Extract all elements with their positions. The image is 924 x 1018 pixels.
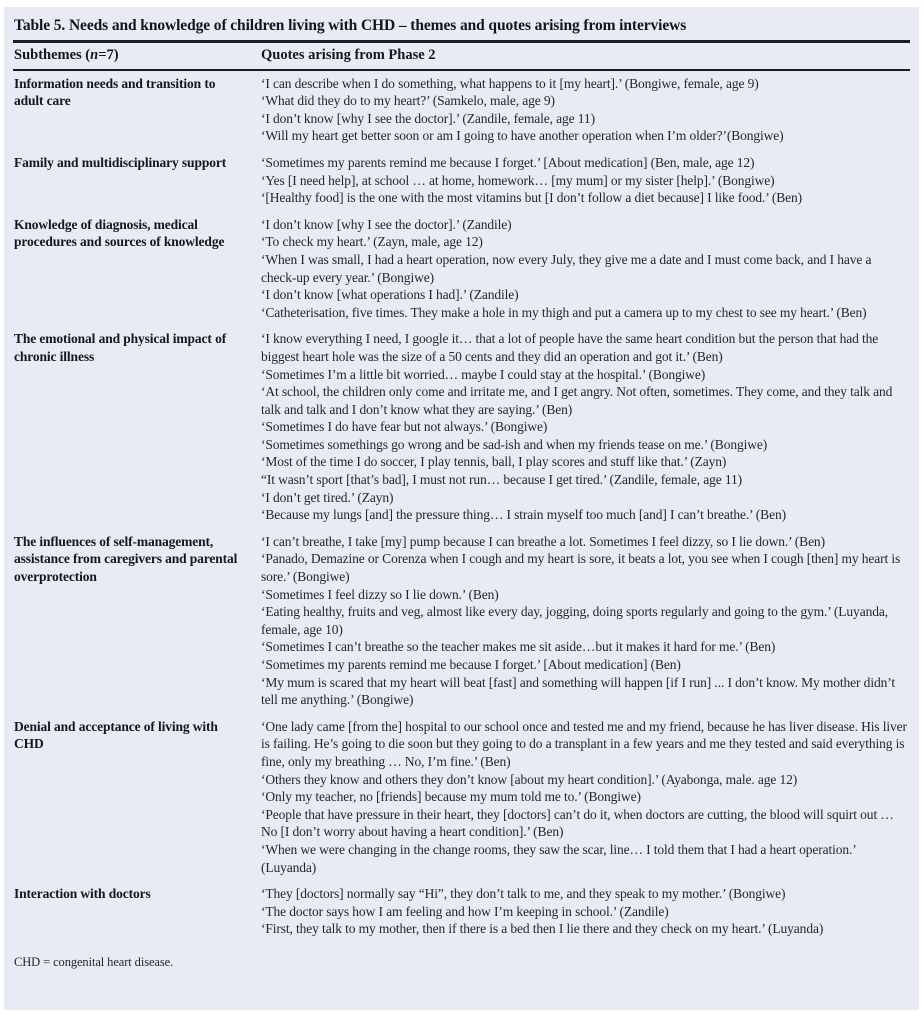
quote: ‘Sometimes somethings go wrong and be sad-ish and when my friends tease on me.’ (Bongiwe) [261, 436, 768, 452]
quote: ‘Sometimes my parents remind me because I forget.’ [About medication] (Ben, male, age 12) [261, 154, 755, 170]
quote: ‘What did they do to my heart?’ (Samkelo, male, age 9) [261, 93, 555, 109]
quotes-cell [261, 154, 909, 207]
subtheme-cell: Family and multidisciplinary support [14, 154, 227, 170]
subtheme-cell: Knowledge of diagnosis, medical procedures and sources of knowledge [14, 216, 225, 250]
table-row [11, 881, 912, 943]
quote: ‘Sometimes my parents remind me because I forget.’ [About medication] (Ben) [261, 657, 681, 672]
table-row [11, 212, 912, 327]
table-row [11, 326, 912, 529]
quote: ‘Because my lungs [and] the pressure thing… I strain myself too much [and] I can’t breathe.’ (Ben) [261, 507, 786, 523]
table-header-row [11, 43, 912, 69]
quotes-cell [261, 885, 909, 938]
quote: ‘I don’t know [why I see the doctor].’ (Zandile, female, age 11) [261, 110, 595, 126]
quote: “It wasn’t sport [that’s bad], I must not run… because I get tired.’ (Zandile, female, age 11) [261, 472, 743, 488]
subthemes-header-prefix: Subthemes ( [14, 47, 91, 63]
table-row [11, 71, 912, 150]
quote: ‘Yes [I need help], at school … at home, homework… [my mum] or my sister [help].’ (Bongiwe) [261, 172, 775, 188]
quote: ‘When we were changing in the change rooms, they saw the scar, line… I told them that I had a heart operation.’ (Luyanda) [261, 841, 856, 875]
table-title: Table 5. Needs and knowledge of children living with CHD – themes and quotes arising from interviews [14, 17, 687, 34]
subtheme-cell: Information needs and transition to adult care [14, 75, 216, 109]
quote: ‘[Healthy food] is the one with the most vitamins but [I don’t follow a diet because] I like food.’ (Ben) [261, 190, 803, 206]
subtheme-cell: The emotional and physical impact of chronic illness [14, 331, 227, 364]
quote: ‘Only my teacher, no [friends] because my mum told me to.’ (Bongiwe) [261, 789, 641, 805]
quote: ‘One lady came [from the] hospital to our school once and tested me and my friend, because he has liver disease. His liver is failing. He’s going to die soon but they going to do a transplant in a few years and me they tested and said everything is fine, only my breathing … No, I’m fine.’ (Ben) [261, 718, 907, 769]
quote: ‘Catheterisation, five times. They make a hole in my thigh and put a camera up to my chest to see my heart.’ (Ben) [261, 304, 867, 320]
quote: ‘Most of the time I do soccer, I play tennis, ball, I play scores and stuff like that.’ (Zayn) [261, 454, 727, 470]
quote: ‘When I was small, I had a heart operation, now every July, they give me a date and I must come back, and I have a check-up every year.’ (Bongiwe) [261, 251, 872, 285]
quote: ‘Sometimes I can’t breathe so the teacher makes me sit aside…but it makes it hard for me.’ (Ben) [261, 639, 776, 655]
quote: ‘I don’t know [why I see the doctor].’ (Zandile) [261, 216, 512, 232]
table-row [11, 529, 912, 714]
quotes-cell [261, 75, 909, 145]
quote: ‘People that have pressure in their heart, they [doctors] can’t do it, when doctors are cutting, the blood will squirt out … No [I don’t worry about having a heart condition].’ (Ben) [261, 806, 894, 840]
subthemes-header-suffix: =7) [98, 47, 119, 63]
quote: ‘I know everything I need, I google it… that a lot of people have the same heart condition but the person that had the biggest heart hole was the size of a 50 cents and they did an operation and got it.’ (Ben) [261, 331, 879, 364]
quote: ‘I can’t breathe, I take [my] pump because I can breathe a lot. Sometimes I feel dizzy, so I lie down.’ (Ben) [261, 533, 825, 549]
quotes-cell [261, 533, 909, 709]
quote: ‘Sometimes I do have fear but not always.’ (Bongiwe) [261, 419, 548, 435]
quote: ‘Sometimes I’m a little bit worried… maybe I could stay at the hospital.’ (Bongiwe) [261, 366, 706, 382]
quote: ‘My mum is scared that my heart will beat [fast] and something will happen [if I run] ... I don’t know. My mother didn’t tell me anything.’ (Bongiwe) [261, 674, 895, 708]
quote: ‘Eating healthy, fruits and veg, almost like every day, jogging, doing sports regularly and going to the gym.’ (Luyanda, female, age 10) [261, 604, 888, 637]
quote: ‘Will my heart get better soon or am I going to have another operation when I’m older?’(Bongiwe) [261, 128, 784, 144]
table-row [11, 714, 912, 881]
quote: ‘I can describe when I do something, what happens to it [my heart].’ (Bongiwe, female, age 9) [261, 75, 759, 91]
subtheme-cell: Interaction with doctors [14, 886, 151, 902]
column-header-quotes: Quotes arising from Phase 2 [261, 47, 436, 63]
quotes-cell [261, 718, 909, 876]
table-footnote: CHD = congenital heart disease. [14, 954, 174, 969]
quote: ‘The doctor says how I am feeling and how I’m keeping in school.’ (Zandile) [261, 903, 669, 919]
quote: ‘To check my heart.’ (Zayn, male, age 12) [261, 234, 483, 250]
quote: ‘At school, the children only come and irritate me, and I get angry. Not often, sometimes. They come, and they talk and talk and talk and I don’t know what they are saying.’ (Ben) [261, 384, 893, 417]
table-body [11, 71, 912, 943]
subthemes-header-n: n [90, 47, 99, 63]
quote: ‘Others they know and others they don’t know [about my heart condition].’ (Ayabonga, male. age 12) [261, 771, 798, 787]
table-card [4, 7, 919, 1010]
table-row [11, 150, 912, 212]
quote: ‘Panado, Demazine or Corenza when I cough and my heart is sore, it beats a lot, you see when I cough [then] my heart is sore.’ (Bongiwe) [261, 551, 901, 585]
quote: ‘They [doctors] normally say “Hi”, they don’t talk to me, and they speak to my mother.’ (Bongiwe) [261, 886, 786, 902]
quote: ‘I don’t get tired.’ (Zayn) [261, 489, 394, 505]
quotes-cell [261, 330, 909, 524]
quote: ‘I don’t know [what operations I had].’ (Zandile) [261, 287, 519, 303]
subtheme-cell: The influences of self-management, assistance from caregivers and parental overprotection [14, 533, 238, 585]
subtheme-cell: Denial and acceptance of living with CHD [14, 718, 218, 752]
quote: ‘First, they talk to my mother, then if there is a bed then I lie there and they check on my heart.’ (Luyanda) [261, 921, 824, 937]
quotes-cell [261, 216, 909, 322]
column-header-subthemes [14, 47, 261, 64]
quote: ‘Sometimes I feel dizzy so I lie down.’ (Ben) [261, 586, 499, 602]
